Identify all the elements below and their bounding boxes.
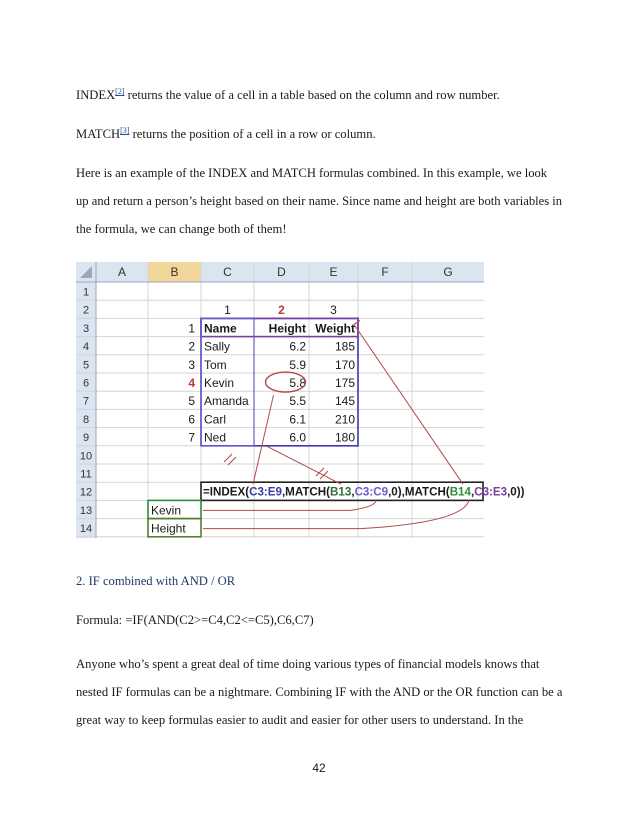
table-cell-weight: 210: [334, 412, 355, 427]
table-cell-weight: 170: [334, 357, 355, 372]
table-cell-height: 6.2: [289, 339, 306, 354]
table-cell-name: Carl: [204, 412, 227, 427]
column-header-g: G: [443, 265, 453, 279]
column-header-c: C: [223, 265, 232, 279]
table-cell-name: Sally: [204, 339, 231, 354]
row-header-4: 4: [82, 341, 90, 354]
formula-part: ,0),MATCH(: [388, 485, 450, 499]
section-heading: 2. IF combined with AND / OR: [76, 574, 236, 588]
match-row-number: 4: [188, 376, 195, 390]
match-term: MATCH: [76, 127, 121, 141]
row-header-9: 9: [82, 432, 90, 445]
formula-line: Formula: =IF(AND(C2>=C4,C2<=C5),C6,C7): [76, 613, 314, 627]
row-header-7: 7: [82, 395, 90, 408]
match-row-number: 3: [188, 357, 195, 372]
match-column-number: 2: [278, 303, 285, 318]
lookup-name-cell: Kevin: [151, 503, 182, 518]
table-cell-height: 5.9: [289, 357, 306, 372]
table-cell-name: Kevin: [204, 376, 235, 390]
column-header-b: B: [170, 265, 179, 279]
financial-models-link[interactable]: types of financial models: [354, 657, 482, 671]
row-header-12: 12: [79, 486, 93, 499]
index-definition: [76, 88, 500, 103]
table-header-weight: Weight: [315, 321, 355, 336]
match-row-number: 2: [188, 339, 195, 354]
table-cell-name: Tom: [204, 357, 227, 372]
row-header-10: 10: [79, 450, 93, 463]
table-cell-weight: 185: [334, 339, 355, 354]
page-number: 42: [312, 761, 326, 775]
match-definition: [76, 127, 376, 142]
index-match-formula: [203, 486, 525, 499]
lookup-field-cell: Height: [151, 521, 186, 536]
table-cell-name: Amanda: [204, 394, 249, 409]
formula-part: B13: [330, 485, 352, 499]
match-row-number: 6: [188, 412, 195, 427]
row-header-5: 5: [82, 359, 90, 372]
table-cell-height: 5.8: [289, 376, 306, 390]
footnote-link-2[interactable]: [2]: [115, 87, 125, 96]
column-header-e: E: [329, 265, 338, 279]
para3-line1-before: Anyone who’s spent a great deal of time doing various: [76, 657, 355, 671]
row-header-6: 6: [82, 377, 90, 390]
formula-part: ,0)): [507, 485, 525, 499]
match-column-number: 1: [224, 303, 231, 318]
footnote-link-3[interactable]: [3]: [120, 126, 130, 135]
column-header-f: F: [381, 265, 389, 279]
row-header-1: 1: [82, 286, 90, 299]
para3-line1-after: knows that: [481, 657, 540, 671]
row-header-8: 8: [82, 413, 90, 426]
intro-line-3: the formula, we can change both of them!: [76, 222, 287, 236]
table-header-height: Height: [268, 321, 306, 336]
row-header-11: 11: [80, 468, 92, 481]
formula-part: ,MATCH(: [281, 485, 331, 499]
row-header-2: 2: [82, 304, 90, 317]
intro-line-1: Here is an example of the INDEX and MATCH formulas combined. In this example, we look: [76, 166, 548, 180]
index-term: INDEX: [76, 88, 116, 102]
match-column-number: 3: [330, 303, 337, 318]
para3-line-2: nested IF formulas can be a nightmare. Combining IF with the AND or the OR function can be a: [76, 685, 563, 699]
table-cell-weight: 145: [334, 394, 355, 409]
para3-line-1: [76, 657, 539, 672]
table-cell-height: 6.0: [289, 430, 306, 445]
index-description: returns the value of a cell in a table based on the column and row number.: [124, 88, 500, 102]
column-header-d: D: [277, 265, 286, 279]
column-header-a: A: [117, 265, 127, 279]
table-cell-weight: 180: [334, 430, 355, 445]
table-header-name: Name: [204, 321, 237, 336]
row-header-14: 14: [79, 523, 93, 536]
formula-part: C3:C9: [354, 485, 389, 499]
match-row-number: 1: [188, 321, 195, 336]
match-row-number: 5: [188, 394, 195, 409]
row-header-13: 13: [79, 504, 93, 517]
match-description: returns the position of a cell in a row or column.: [129, 127, 376, 141]
table-cell-weight: 175: [334, 376, 355, 390]
formula-part: ,: [470, 485, 475, 499]
formula-part: C3:E3: [474, 485, 508, 499]
table-cell-height: 6.1: [289, 412, 306, 427]
row-header-3: 3: [82, 322, 90, 335]
table-cell-name: Ned: [204, 430, 227, 445]
formula-part: ,: [351, 485, 355, 499]
intro-line-2: up and return a person’s height based on their name. Since name and height are both variables in: [76, 194, 563, 208]
para3-line-3: great way to keep formulas easier to audit and easier for other users to understand. In the: [76, 713, 524, 727]
formula-part: =INDEX(: [203, 485, 250, 499]
formula-part: B14: [449, 485, 471, 499]
table-cell-height: 5.5: [289, 394, 306, 409]
match-row-number: 7: [188, 430, 195, 445]
spreadsheet-screenshot: [76, 262, 525, 538]
formula-part: C3:E9: [249, 485, 282, 499]
